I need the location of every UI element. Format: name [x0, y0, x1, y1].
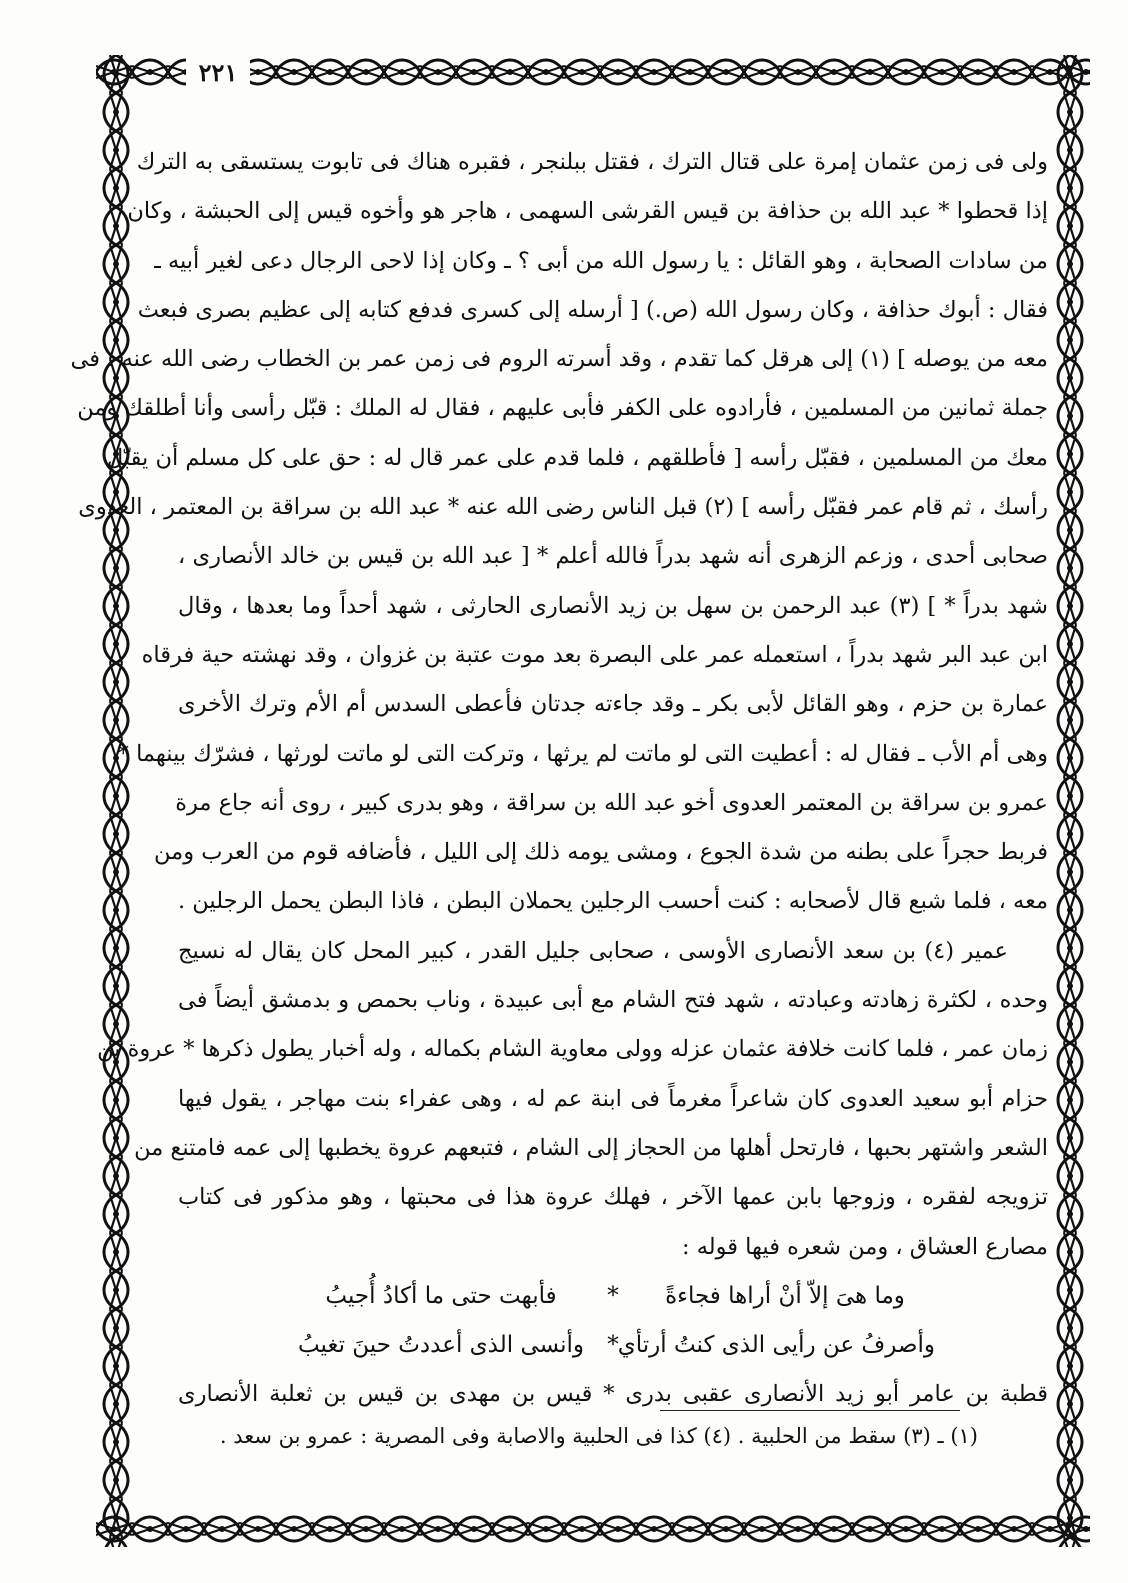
- paragraph-line: مصارع العشاق ، ومن شعره فيها قوله :: [682, 1233, 1048, 1260]
- paragraph-line: الشعر واشتهر بحبها ، فارتحل أهلها من الحجاز إلى الشام ، فتبعهم عروة يخطبها إلى عمه فامتنع من: [134, 1134, 1048, 1161]
- poem-verse: [178, 1321, 1048, 1370]
- text-line: عمارة بن حزم ، وهو القائل لأبى بكر ـ وقد جاءته جدتان فأعطى السدس أم الأم وترك الأخرى: [178, 691, 1048, 718]
- text-line: شهد بدراً * ] (٣) عبد الرحمن بن سهل بن زيد الأنصارى الحارثى ، شهد أحداً وما بعدها ، وقال: [178, 592, 1048, 619]
- ornamental-border-bottom: [96, 1509, 1090, 1549]
- ornamental-border-left: [96, 55, 136, 1547]
- footnote-divider: [660, 1410, 960, 1411]
- text-line: إذا قحطوا * عبد الله بن حذافة بن قيس القرشى السهمى ، هاجر هو وأخوه قيس إلى الحبشة ، وكان: [127, 198, 1048, 225]
- verse-second-hemistich: فأبهت حتى ما أكادُ أُجيبُ: [325, 1282, 557, 1309]
- text-line: فقال : أبوك حذافة ، وكان رسول الله (ص.) [ أرسله إلى كسرى فدفع كتابه إلى عظيم بصرى فبعث: [137, 296, 1048, 323]
- verse-second-hemistich: وأنسى الذى أعددتُ حينَ تغيبُ: [297, 1331, 585, 1358]
- paragraph-line: زمان عمر ، فلما كانت خلافة عثمان عزله وولى معاوية الشام بكماله ، وله أخبار يطول ذكرها * عروة بن: [97, 1036, 1048, 1063]
- ornamental-border-right: [1050, 55, 1090, 1547]
- page-number: ٢٢١: [186, 58, 250, 88]
- text-line: معه ، فلما شبع قال لأصحابه : كنت أحسب الرجلين يحملان البطن ، فاذا البطن يحمل الرجلين .: [177, 888, 1048, 915]
- text-line: ولى فى زمن عثمان إمرة على قتال الترك ، فقتل ببلنجر ، فقبره هناك فى تابوت يستسقى به الترك: [136, 149, 1048, 175]
- text-line: عمرو بن سراقة بن المعتمر العدوى أخو عبد الله بن سراقة ، وهو بدرى كبير ، روى أنه جاع مرة: [175, 789, 1048, 816]
- text-line: صحابى أحدى ، وزعم الزهرى أنه شهد بدراً فالله أعلم * [ عبد الله بن قيس بن خالد الأنصارى ،: [178, 543, 1048, 570]
- text-line: جملة ثمانين من المسلمين ، فأرادوه على الكفر فأبى عليهم ، فقال له الملك : قبّل رأسى وأنا أطلقك ومن: [77, 395, 1048, 422]
- text-line: رأسك ، ثم قام عمر فقبّل رأسه ] (٢) قبل الناس رضى الله عنه * عبد الله بن سراقة بن المعتمر ، العدوى: [78, 494, 1048, 521]
- verse-separator: *: [607, 1331, 619, 1358]
- verse-first-hemistich: وما هىَ إلاّ أنْ أراها فجاءةً: [665, 1282, 905, 1309]
- footnotes: (١) ـ (٣) سقط من الحلبية . (٤) كذا فى الحلبية والاصابة وفى المصرية : عمرو بن سعد .: [219, 1424, 978, 1448]
- text-line: قطبة بن عامر أبو زيد الأنصارى عقبى بدرى * قيس بن مهدى بن قيس بن ثعلبة الأنصارى: [178, 1380, 1048, 1407]
- text-line: من سادات الصحابة ، وهو القائل : يا رسول الله من أبى ؟ ـ وكان إذا لاحى الرجال دعى لغير أبيه ـ: [154, 247, 1048, 274]
- verse-first-hemistich: وأصرفُ عن رأيى الذى كنتُ أرتأي: [617, 1331, 935, 1358]
- poem-verse: [178, 1272, 1048, 1321]
- text-line: معه من يوصله ] (١) إلى هرقل كما تقدم ، وقد أسرته الروم فى زمن عمر بن الخطاب رضى الله عنه ، فى: [70, 346, 1048, 373]
- paragraph-line: حزام أبو سعيد العدوى كان شاعراً مغرماً فى ابنة عم له ، وهى عفراء بنت مهاجر ، يقول فيها: [178, 1085, 1048, 1112]
- paragraph-line: عمير (٤) بن سعد الأنصارى الأوسى ، صحابى جليل القدر ، كبير المحل كان يقال له نسيج: [178, 937, 1008, 964]
- text-line: ابن عبد البر شهد بدراً ، استعمله عمر على البصرة بعد موت عتبة بن غزوان ، وقد نهشته حية فرقاه: [141, 641, 1048, 668]
- verse-separator: *: [607, 1282, 619, 1309]
- text-line: معك من المسلمين ، فقبّل رأسه [ فأطلقهم ، فلما قدم على عمر قال له : حق على كل مسلم أن يقبّل: [106, 444, 1048, 471]
- poem: [178, 1272, 1048, 1370]
- main-text: [70, 138, 1048, 1419]
- text-line: فربط حجراً على بطنه من شدة الجوع ، ومشى يومه ذلك إلى الليل ، فأضافه قوم من العرب ومن: [154, 839, 1048, 866]
- paragraph-line: تزويجه لفقره ، وزوجها بابن عمها الآخر ، فهلك عروة هذا فى محبتها ، وهو مذكور فى كتاب: [178, 1184, 1048, 1211]
- text-line: وهى أم الأب ـ فقال له : أعطيت التى لو ماتت لم يرثها ، وتركت التى لو ماتت لورثها ، فشرّك بينهما *: [117, 740, 1048, 767]
- paragraph-line: وحده ، لكثرة زهادته وعبادته ، شهد فتح الشام مع أبى عبيدة ، وناب بحمص و بدمشق أيضاً فى: [178, 987, 1048, 1014]
